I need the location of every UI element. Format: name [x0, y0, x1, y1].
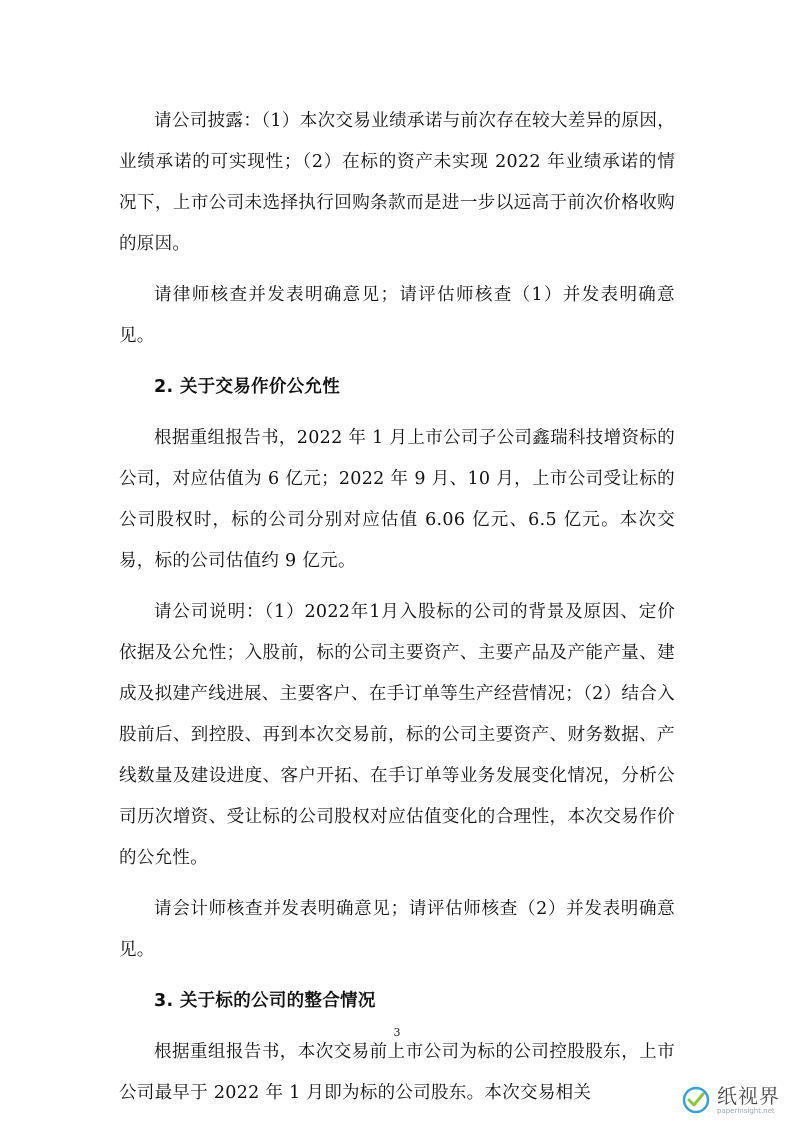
- watermark-logo: [681, 1085, 780, 1115]
- section-heading-pricing-fairness: 2. 关于交易作价公允性: [154, 377, 341, 397]
- document-body: [119, 101, 675, 1124]
- paragraph-valuation-history: 根据重组报告书，2022 年 1 月上市公司子公司鑫瑞科技增资标的公司，对应估值为 6 亿元；2022 年 9 月、10 月，上市公司受让标的公司股权时，标的公司分别对应估值 6.06 亿元、6.5 亿元。本次交易，标的公司估值约 9 亿元。: [119, 428, 675, 571]
- watermark-text: [717, 1083, 780, 1115]
- section-heading-integration: 3. 关于标的公司的整合情况: [154, 991, 376, 1011]
- paragraph-integration-background: 根据重组报告书，本次交易前上市公司为标的公司控股股东，上市公司最早于 2022 年 1 月即为标的公司股东。本次交易相关: [119, 1042, 675, 1103]
- watermark-url: paperinsight.net: [717, 1106, 775, 1115]
- paragraph-lawyer-verification: 请律师核查并发表明确意见；请评估师核查（1）并发表明确意见。: [119, 285, 675, 346]
- watermark-brand: 纸视界: [717, 1083, 780, 1108]
- paragraph-explanation-request: 请公司说明：（1）2022年1月入股标的公司的背景及原因、定价依据及公允性；入股前，标的公司主要资产、主要产品及产能产量、建成及拟建产线进展、主要客户、在手订单等生产经营情况；（2）结合入股前后、到控股、再到本次交易前，标的公司主要资产、财务数据、产线数量及建设进度、客户开拓、在手订单等业务发展变化情况，分析公司历次增资、受让标的公司股权对应估值变化的合理性，本次交易作价的公允性。: [119, 602, 675, 868]
- watermark-check-icon: [681, 1085, 711, 1115]
- paragraph-accountant-verification: 请会计师核查并发表明确意见；请评估师核查（2）并发表明确意见。: [119, 899, 675, 960]
- page-number: 3: [393, 1026, 401, 1039]
- paragraph-disclosure-request: 请公司披露：（1）本次交易业绩承诺与前次存在较大差异的原因，业绩承诺的可实现性；（2）在标的资产未实现 2022 年业绩承诺的情况下，上市公司未选择执行回购条款而是进一步以远高于前次价格收购的原因。: [119, 111, 675, 254]
